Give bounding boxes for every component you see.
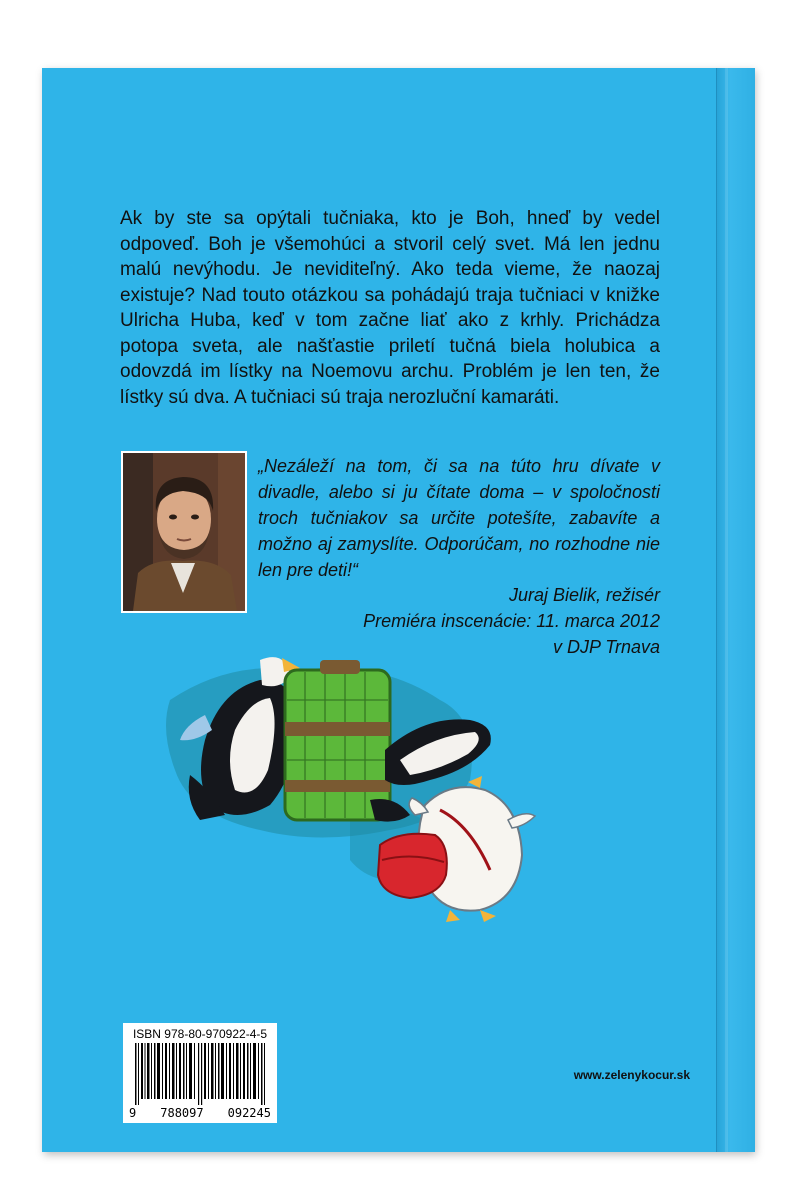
penguins-illustration — [150, 630, 550, 930]
quote-author: Juraj Bielik, režisér — [508, 585, 660, 605]
barcode-digits — [123, 1106, 277, 1120]
publisher-website: www.zelenykocur.sk — [573, 1068, 690, 1082]
barcode-digits-right: 092245 — [227, 1106, 271, 1120]
director-quote: „Nezáleží na tom, či sa na túto hru dívate v divadle, alebo si ju čítate doma – v spoločnosti troch tučniakov sa určite potešíte, zabavíte a možno aj zamyslíte. Odporúčam, no rozhodne nie len pre deti!“ — [258, 456, 660, 580]
premiere-venue: v DJP Trnava — [552, 637, 660, 657]
premiere-date: Premiéra inscenácie: 11. marca 2012 — [363, 611, 660, 631]
isbn-barcode-box — [123, 1023, 277, 1123]
barcode-icon — [133, 1043, 267, 1105]
book-blurb: Ak by ste sa opýtali tučniaka, kto je Boh, hneď by vedel odpoveď. Boh je všemohúci a stvoril celý svet. Má len jednu malú nevýhodu. Je neviditeľný. Ako teda vieme, že naozaj existuje? Nad touto otázkou sa pohádajú traja tučniaci v knižke Ulricha Huba, keď v tom začne liať ako z krhly. Prichádza potopa sveta, ale našťastie priletí tučná biela holubica a odovzdá im lístky na Noemovu archu. Problém je len ten, že lístky sú dva. A tučniaci sú traja nerozluční kamaráti. — [120, 208, 660, 408]
portrait-illustration — [123, 453, 245, 611]
barcode-digit-first: 9 — [129, 1106, 137, 1120]
director-photo — [121, 451, 247, 613]
book-spine-edge — [716, 68, 755, 1152]
isbn-label: ISBN 978-80-970922-4-5 — [132, 1027, 268, 1041]
barcode-digits-left: 788097 — [160, 1106, 204, 1120]
